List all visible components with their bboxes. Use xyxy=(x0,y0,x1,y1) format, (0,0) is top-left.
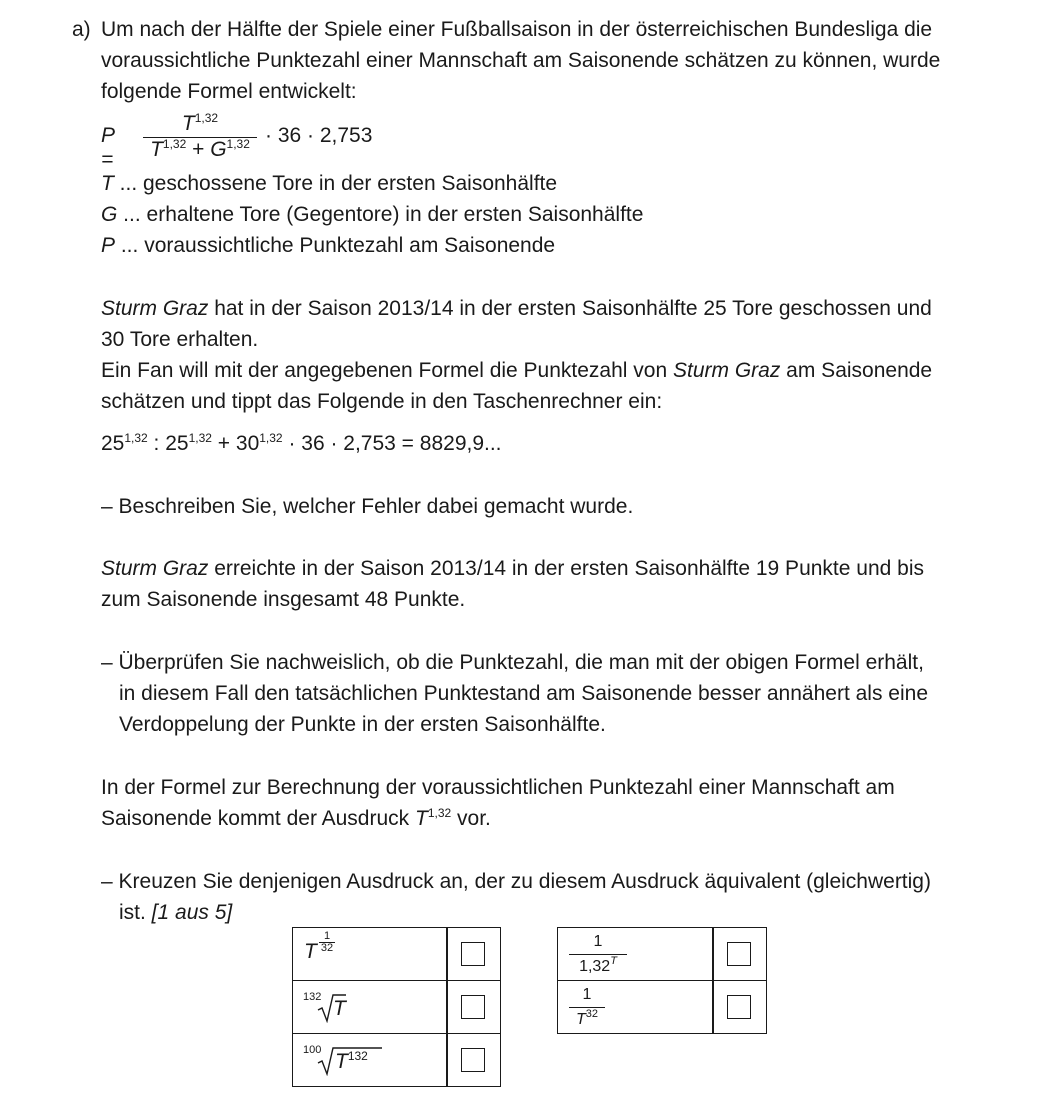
option-5-checkbox-cell xyxy=(712,980,767,1034)
intro-line-3: folgende Formel entwickelt: xyxy=(101,80,357,103)
option-1-checkbox-cell xyxy=(446,927,501,981)
option-5-checkbox[interactable] xyxy=(727,995,751,1019)
formula-lhs: P = xyxy=(101,124,115,171)
option-4-checkbox[interactable] xyxy=(727,942,751,966)
task-2-line-1: – Überprüfen Sie nachweislich, ob die Punktezahl, die man mit der obigen Formel erhält, xyxy=(101,651,924,674)
legend-p: P ... voraussichtliche Punktezahl am Saisonende xyxy=(101,234,556,257)
option-4-checkbox-cell xyxy=(712,927,767,981)
task-3-line-2: ist. [1 aus 5] xyxy=(119,901,233,924)
option-3-checkbox[interactable] xyxy=(461,1048,485,1072)
option-2-checkbox-cell xyxy=(446,980,501,1034)
formula-numerator: T$^{1,32}$ xyxy=(181,111,219,135)
intro-line-1: Um nach der Hälfte der Spiele einer Fußballsaison in der österreichischen Bundesliga die xyxy=(101,18,933,41)
formula-fraction xyxy=(143,112,257,162)
calculator-input: 25$^{1,32}$ : $25^{1,32} + 30^{1,32} \cdot 36 \cdot 2,753 = 8829,9$... xyxy=(101,431,502,455)
option-1-expression: T 1 32 xyxy=(304,930,334,963)
para1-line-4: schätzen und tippt das Folgende in den Taschenrechner ein: xyxy=(101,390,663,413)
option-1-expression-cell xyxy=(292,927,448,981)
para1-line-1: Sturm Graz hat in der Saison 2013/14 in der ersten Saisonhälfte 25 Tore geschossen und xyxy=(101,297,932,320)
intro-line-2: voraussichtliche Punktezahl einer Mannschaft am Saisonende schätzen zu können, wurde xyxy=(101,49,941,72)
para2-line-2: zum Saisonende insgesamt 48 Punkte. xyxy=(101,588,466,611)
option-4-expression-cell xyxy=(557,927,714,981)
task-1: – Beschreiben Sie, welcher Fehler dabei gemacht wurde. xyxy=(101,495,634,518)
option-5-expression-cell xyxy=(557,980,714,1034)
formula-denominator: T$^{1,32}$ + G$^{1,32}$ xyxy=(150,137,250,161)
option-4-expression: 1 $1,32^T$ xyxy=(569,931,627,979)
option-3-checkbox-cell xyxy=(446,1033,501,1087)
option-3-expression-cell: 100 $T^{132}$ xyxy=(292,1033,448,1087)
para3-line-2: Saisonende kommt der Ausdruck T$^{1,32}$ vor. xyxy=(101,806,491,830)
para1-line-3: Ein Fan will mit der angegebenen Formel die Punktezahl von Sturm Graz am Saisonende xyxy=(101,359,933,382)
para1-line-2: 30 Tore erhalten. xyxy=(101,328,259,351)
option-1-checkbox[interactable] xyxy=(461,942,485,966)
task-3-line-1: – Kreuzen Sie denjenigen Ausdruck an, der zu diesem Ausdruck äquivalent (gleichwertig) xyxy=(101,870,931,893)
legend-g: G ... erhaltene Tore (Gegentore) in der ersten Saisonhälfte xyxy=(101,203,644,226)
option-2-checkbox[interactable] xyxy=(461,995,485,1019)
option-5-expression: 1 $T^{32}$ xyxy=(569,984,605,1032)
part-label: a) xyxy=(72,18,91,41)
legend-t: T ... geschossene Tore in der ersten Saisonhälfte xyxy=(101,172,558,195)
task-2-line-3: Verdoppelung der Punkte in der ersten Saisonhälfte. xyxy=(119,713,606,736)
para2-line-1: Sturm Graz erreichte in der Saison 2013/14 in der ersten Saisonhälfte 19 Punkte und bis xyxy=(101,557,924,580)
option-2-expression-cell: 132 T xyxy=(292,980,448,1034)
formula-tail: · 36 · 2,753 xyxy=(265,124,373,147)
para3-line-1: In der Formel zur Berechnung der voraussichtlichen Punktezahl einer Mannschaft am xyxy=(101,776,895,799)
task-2-line-2: in diesem Fall den tatsächlichen Punktestand am Saisonende besser annähert als eine xyxy=(119,682,929,705)
